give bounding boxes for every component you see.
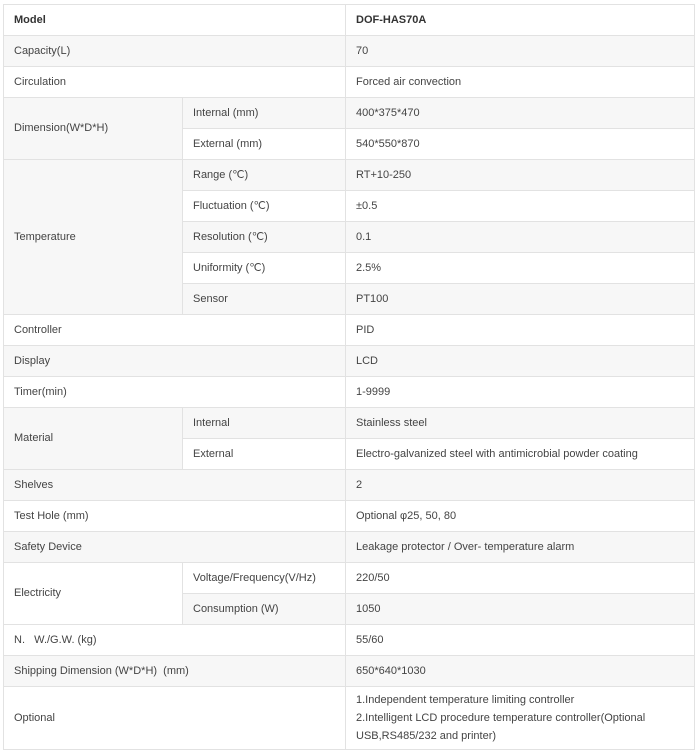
electricity-consumption-label: Consumption (W) [183, 594, 346, 625]
capacity-label: Capacity(L) [4, 36, 346, 67]
weight-value: 55/60 [346, 625, 695, 656]
table-row-controller [4, 315, 695, 346]
temperature-resolution-value: 0.1 [346, 222, 695, 253]
spec-table [3, 4, 695, 750]
table-row-optional [4, 687, 695, 750]
electricity-label: Electricity [4, 563, 183, 625]
table-row-electricity-voltage [4, 563, 695, 594]
controller-value: PID [346, 315, 695, 346]
optional-label: Optional [4, 687, 346, 750]
table-row-shelves [4, 470, 695, 501]
electricity-voltage-value: 220/50 [346, 563, 695, 594]
shipping-dimension-label: Shipping Dimension (W*D*H) (mm) [4, 656, 346, 687]
circulation-value: Forced air convection [346, 67, 695, 98]
controller-label: Controller [4, 315, 346, 346]
table-row-circulation [4, 67, 695, 98]
table-row-temperature-range [4, 160, 695, 191]
temperature-resolution-label: Resolution (℃) [183, 222, 346, 253]
optional-value: 1.Independent temperature limiting controller 2.Intelligent LCD procedure temperature controller(Optional USB,RS485/232 and printer) [346, 687, 695, 750]
temperature-sensor-label: Sensor [183, 284, 346, 315]
material-internal-value: Stainless steel [346, 408, 695, 439]
table-row-weight [4, 625, 695, 656]
shelves-value: 2 [346, 470, 695, 501]
temperature-uniformity-value: 2.5% [346, 253, 695, 284]
safety-device-value: Leakage protector / Over- temperature alarm [346, 532, 695, 563]
material-external-label: External [183, 439, 346, 470]
temperature-uniformity-label: Uniformity (℃) [183, 253, 346, 284]
temperature-label: Temperature [4, 160, 183, 315]
dimension-label: Dimension(W*D*H) [4, 98, 183, 160]
material-internal-label: Internal [183, 408, 346, 439]
timer-label: Timer(min) [4, 377, 346, 408]
table-row-test-hole [4, 501, 695, 532]
material-external-value: Electro-galvanized steel with antimicrobial powder coating [346, 439, 695, 470]
table-row-shipping-dimension [4, 656, 695, 687]
table-row-safety-device [4, 532, 695, 563]
table-row-capacity [4, 36, 695, 67]
model-label: Model [4, 5, 346, 36]
circulation-label: Circulation [4, 67, 346, 98]
electricity-consumption-value: 1050 [346, 594, 695, 625]
shipping-dimension-value: 650*640*1030 [346, 656, 695, 687]
safety-device-label: Safety Device [4, 532, 346, 563]
weight-label: N. W./G.W. (kg) [4, 625, 346, 656]
table-row-timer [4, 377, 695, 408]
table-row-material-internal [4, 408, 695, 439]
display-label: Display [4, 346, 346, 377]
temperature-fluctuation-value: ±0.5 [346, 191, 695, 222]
dimension-external-label: External (mm) [183, 129, 346, 160]
dimension-internal-value: 400*375*470 [346, 98, 695, 129]
test-hole-label: Test Hole (mm) [4, 501, 346, 532]
capacity-value: 70 [346, 36, 695, 67]
temperature-fluctuation-label: Fluctuation (℃) [183, 191, 346, 222]
table-row-display [4, 346, 695, 377]
display-value: LCD [346, 346, 695, 377]
dimension-internal-label: Internal (mm) [183, 98, 346, 129]
timer-value: 1-9999 [346, 377, 695, 408]
dimension-external-value: 540*550*870 [346, 129, 695, 160]
model-value: DOF-HAS70A [346, 5, 695, 36]
temperature-range-label: Range (℃) [183, 160, 346, 191]
temperature-range-value: RT+10-250 [346, 160, 695, 191]
temperature-sensor-value: PT100 [346, 284, 695, 315]
shelves-label: Shelves [4, 470, 346, 501]
electricity-voltage-label: Voltage/Frequency(V/Hz) [183, 563, 346, 594]
test-hole-value: Optional φ25, 50, 80 [346, 501, 695, 532]
material-label: Material [4, 408, 183, 470]
table-row-dimension-internal [4, 98, 695, 129]
table-row-model [4, 5, 695, 36]
